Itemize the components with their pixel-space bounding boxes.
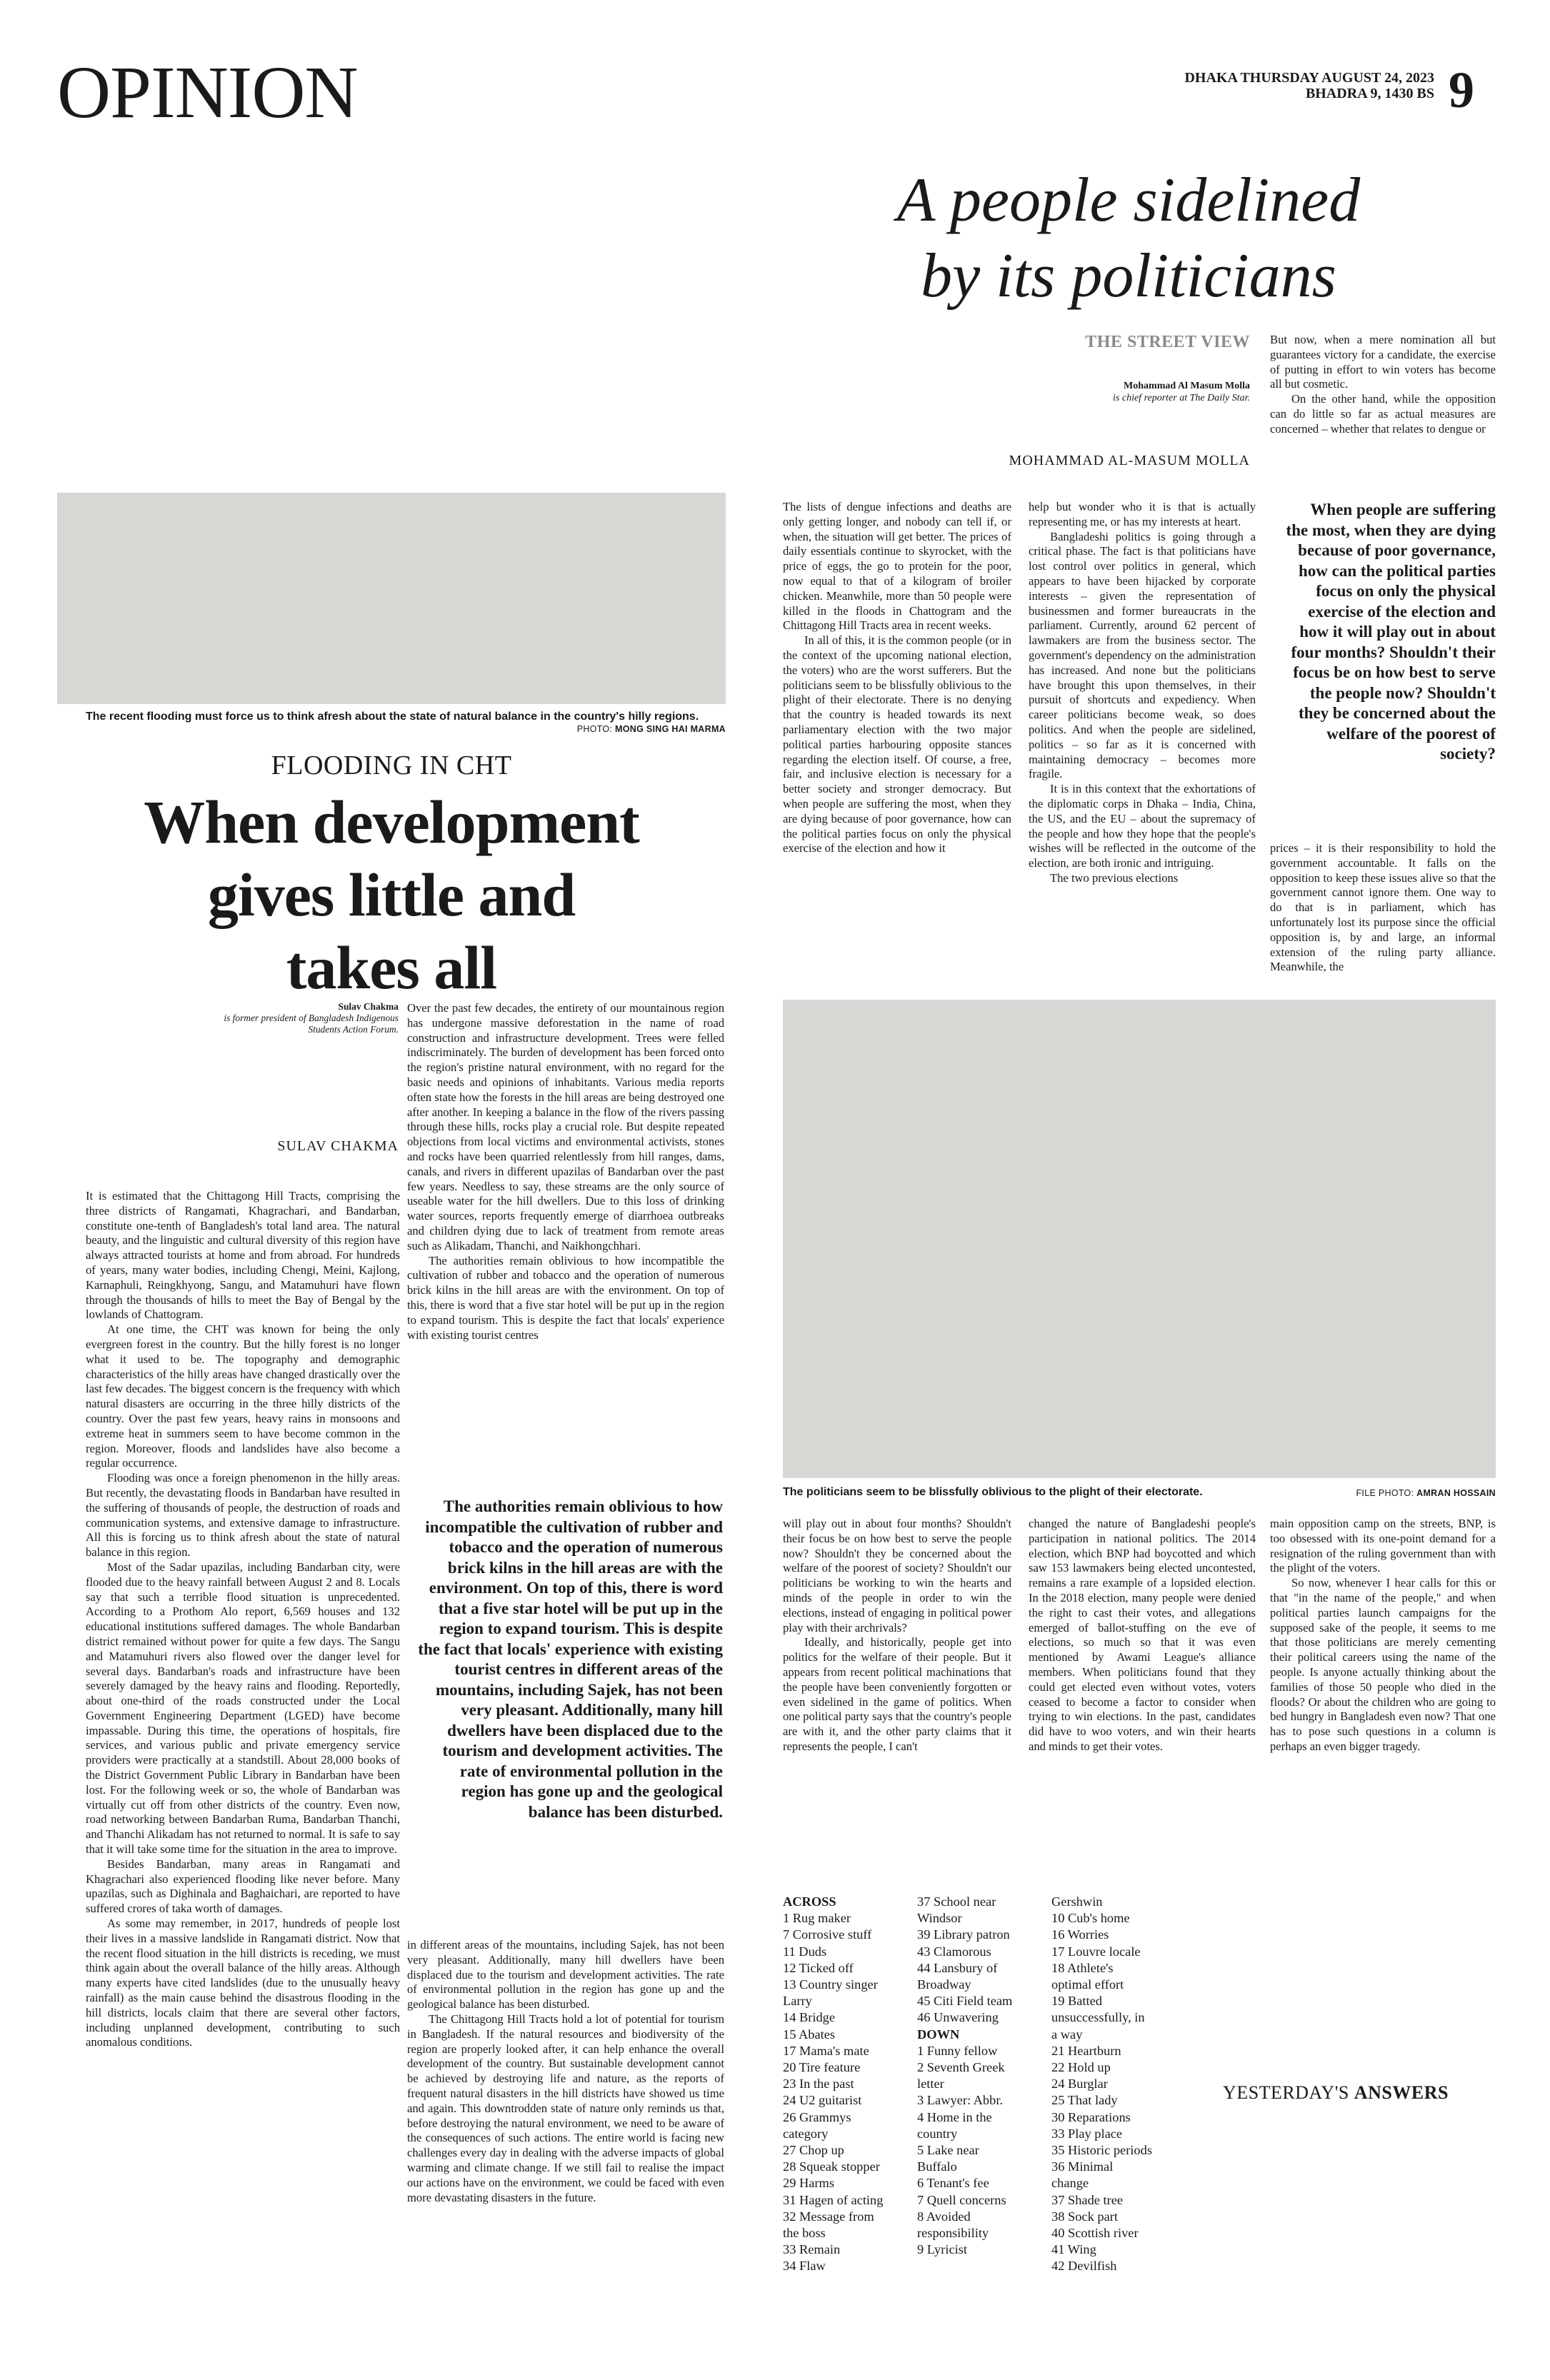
article-column: [1270, 841, 1496, 975]
crossword-clues-col3: [1051, 1894, 1187, 2275]
article-headline: [57, 785, 726, 1004]
crossword-clue: change: [1051, 2176, 1089, 2191]
answers-label-bold: ANSWERS: [1354, 2082, 1449, 2103]
photo-caption: The recent flooding must force us to think afresh about the state of natural balance in the country's hilly regions.: [86, 711, 699, 723]
crossword-clue: 39 Library patron: [917, 1927, 1010, 1942]
crossword-clue: 18 Athlete's: [1051, 1960, 1114, 1975]
paragraph: in different areas of the mountains, including Sajek, has not been very pleasant. Additionally, many hill dwellers have been displaced due to the tourism and development activities. The rate of environmental pollution in the region has gone up and the geological balance has been disturbed.: [407, 1938, 724, 2012]
article-column: [783, 1517, 1011, 1754]
crossword-clues-col2: [917, 1894, 1049, 2258]
crossword-clue: 19 Batted: [1051, 1994, 1102, 2009]
crossword-clue: 10 Cub's home: [1051, 1911, 1130, 1926]
crossword-clue: Larry: [783, 1994, 812, 2009]
politicians-photo: [783, 1000, 1496, 1478]
crossword-clue: 14 Bridge: [783, 2010, 836, 2025]
column-name: THE STREET VIEW: [1085, 333, 1250, 351]
paragraph: It is in this context that the exhortations of the diplomatic corps in Dhaka – India, China, the US, and the EU – about the supremacy of the people and how they hope that the people's wishes will be reflected in the outcome of the election, are both ironic and intriguing.: [1029, 782, 1256, 870]
crossword-clue: 45 Citi Field team: [917, 1994, 1013, 2009]
crossword-clue: 4 Home in the: [917, 2109, 992, 2124]
crossword-clue: 40 Scottish river: [1051, 2226, 1139, 2241]
dateline-date: DHAKA THURSDAY AUGUST 24, 2023: [1184, 70, 1434, 86]
crossword-clue: 32 Message from: [783, 2209, 874, 2224]
headline-line: When development: [144, 788, 639, 856]
crossword-clue: the boss: [783, 2226, 826, 2241]
paragraph: Over the past few decades, the entirety of our mountainous region has undergone massive deforestation in the name of road construction and infrastructure development. Trees were felled indiscriminately. The burden of development has been forced onto the region's pristine natural environment, with no regard for the basic needs and opinions of inhabitants. Various media reports often state how the forests in the hill areas are being destroyed one after another. In keeping a balance in the flow of the rivers passing through these hills, rocks play a crucial role. But despite repeated objections from local victims and environmental activists, stones and rocks have been quarried relentlessly from hill ranges, dams, canals, and rivers in different upazilas of Bandarban over the past few years. Needless to say, these streams are the only source of useable water for the hill dwellers. Due to this loss of drinking water sources, reports frequently emerge of diarrhoea outbreaks and children dying due to lack of treatment from remote areas such as Alikadam, Thanchi, and Naikhongchhari.: [407, 1001, 724, 1252]
crossword-clue: 26 Grammys: [783, 2109, 851, 2124]
crossword-clue: 22 Hold up: [1051, 2060, 1111, 2075]
crossword-spacer: 46 Unwavering: [917, 2010, 999, 2025]
crossword-clue: 24 U2 guitarist: [783, 2093, 862, 2108]
photo-credit-name: AMRAN HOSSAIN: [1416, 1488, 1496, 1498]
article-column-top: [1270, 333, 1496, 437]
pull-quote: The authorities remain oblivious to how incompatible the cultivation of rubber and tobacco and the operation of numerous brick kilns in the hill areas are with the environment. On top of this, there is word that a five star hotel will be put up in the region to expand tourism. This is despite the fact that locals' experience with existing tourist centres in different areas of the mountains, including Sajek, has not been very pleasant. Additionally, many hill dwellers have been displaced due to the tourism and development activities. The rate of environmental pollution in the region has gone up and the geological balance has been disturbed.: [418, 1497, 723, 1821]
crossword-heading: DOWN: [917, 2027, 960, 2042]
crossword-clue: 12 Ticked off: [783, 1960, 854, 1975]
crossword-clue: Broadway: [917, 1977, 971, 1992]
crossword-clue: 21 Heartburn: [1051, 2043, 1121, 2058]
crossword-clue: Buffalo: [917, 2159, 957, 2174]
crossword-clue: 27 Chop up: [783, 2143, 844, 2158]
headline-line: takes all: [286, 933, 497, 1002]
paragraph: Flooding was once a foreign phenomenon in the hilly areas. But recently, the devastating floods in Bandarban have resulted in the suffering of thousands of people, the destruction of roads and communication systems, and extensive damage to infrastructure. All this is forcing us to think afresh about the state of natural balance in this region.: [86, 1471, 400, 1560]
crossword-clue: 37 School near: [917, 1894, 996, 1909]
article-column: [1270, 1517, 1496, 1754]
crossword-clue: letter: [917, 2077, 944, 2092]
crossword-clue: responsibility: [917, 2226, 989, 2241]
author-name: Mohammad Al Masum Molla: [1124, 381, 1250, 391]
crossword-clue: Gershwin: [1051, 1894, 1103, 1909]
crossword-clue: 41 Wing: [1051, 2242, 1096, 2257]
crossword-clue: 2 Seventh Greek: [917, 2060, 1005, 2075]
headline-line: A people sidelined: [896, 166, 1361, 235]
crossword-clue: 29 Harms: [783, 2176, 835, 2191]
page-number: 9: [1449, 61, 1474, 119]
crossword-clue: 31 Hagen of acting: [783, 2192, 884, 2207]
paragraph: changed the nature of Bangladeshi people's participation in national politics. The 2014 election, which BNP had boycotted and which saw 153 lawmakers being elected uncontested, remains a rare example of a lopsided election. In the 2018 election, many people were denied the right to cast their votes, and allegations emerged of ballot-stuffing on the eve of elections, so much so that it was even mentioned by Awami League's alliance members. When politicians found that they could get elected even without votes, voters ceased to become a factor to consider when trying to win elections. In the past, candidates did have to woo voters, and win their hearts and minds to get their votes.: [1029, 1517, 1256, 1753]
kicker: FLOODING IN CHT: [271, 750, 512, 780]
crossword-clue: 24 Burglar: [1051, 2077, 1108, 2092]
paragraph: prices – it is their responsibility to hold the government accountable. It falls on the opposition to keep these issues alive so that the government cannot ignore them. One way to do that is in parliament, which has unfortunately lost its purpose since the official opposition is, by and large, an informal extension of the ruling party alliance. Meanwhile, the: [1270, 841, 1496, 974]
crossword-clue: unsuccessfully, in: [1051, 2010, 1145, 2025]
crossword-clue: 42 Devilfish: [1051, 2259, 1117, 2274]
photo-credit-label: PHOTO:: [576, 724, 613, 734]
crossword-clue: 15 Abates: [783, 2027, 836, 2042]
crossword-clue: 37 Shade tree: [1051, 2192, 1124, 2207]
crossword-clue: 9 Lyricist: [917, 2242, 967, 2257]
paragraph: Most of the Sadar upazilas, including Bandarban city, were flooded due to the heavy rainfall between August 2 and 8. Locals say that such a terrible flood situation is unprecedented. According to a Prothom Alo report, 6,569 houses and 132 educational institutions suffered damages. The whole Bandarban district remained without power for quite a few days. The Sangu and Matamuhuri rivers also flowed over the danger level for several days. Bandarban's roads and infrastructure have been severely damaged by the heavy rains and flooding. Reportedly, about one-third of the roads constructed under the Local Government Engineering Department (LGED) have become impassable. During this time, the operations of hospitals, fire services, and various public and private emergency service providers were practically at a standstill. About 28,000 books of the District Government Public Library in Bandarban have been lost. For the following week or so, the whole of Bandarban was virtually cut off from other districts of the country. Even now, road networking between Bandarban Ruma, Bandarban Thanchi, and Thanchi Alikadam has not returned to normal. It is safe to say that it will take some time for the situation in the area to improve.: [86, 1560, 400, 1857]
crossword-clue: 34 Flaw: [783, 2259, 826, 2274]
crossword-clue: 33 Remain: [783, 2242, 841, 2257]
photo-credit: [550, 724, 726, 734]
headline-line: by its politicians: [921, 241, 1336, 311]
paragraph: But now, when a mere nomination all but guarantees victory for a candidate, the exercise of putting in effort to win voters has become all but cosmetic.: [1270, 333, 1496, 391]
paragraph: will play out in about four months? Shouldn't their focus be on how best to serve the people now? Shouldn't they be concerned about the welfare of the poorest of society? Shouldn't our politicians be working to win the hearts and minds of the people in order to win the elections, instead of engaging in political power play with their archrivals?: [783, 1517, 1011, 1635]
article-column: [407, 1001, 724, 1342]
crossword-clues-col1: [783, 1894, 914, 2275]
pull-quote: When people are suffering the most, when they are dying because of poor governance, how can the political parties focus on only the physical exercise of the election and how it will play out in about four months? Shouldn't their focus be on how best to serve the people now? Shouldn't they be concerned about the welfare of the poorest of society?: [1286, 501, 1496, 763]
paragraph: The authorities remain oblivious to how incompatible the cultivation of rubber and tobacco and the operation of numerous brick kilns in the hill areas are with the environment. On top of this, there is word that a five star hotel will be put up in the region to expand tourism. This is despite the fact that locals' experience with existing tourist centres: [407, 1253, 724, 1342]
crossword-clue: 38 Sock part: [1051, 2209, 1118, 2224]
article-column: [86, 1189, 400, 2050]
paragraph: As some may remember, in 2017, hundreds of people lost their lives in a massive landslide in Rangamati district. Now that the recent flood situation in the hill districts is receding, we must think again about the overall balance of the hilly areas. Although many experts have cited landslides (due to the unusually heavy rainfall) as the main cause behind the disastrous flooding in the hill districts, locals claim that there are several other factors, including unplanned development, contributing to such anomalous conditions.: [86, 1917, 400, 2049]
article-column: [1029, 500, 1256, 886]
crossword-clue: 25 That lady: [1051, 2093, 1118, 2108]
paragraph: Bangladeshi politics is going through a critical phase. The fact is that politicians have lost control over politics in general, which appears to have been hijacked by corporate interests – given the representation of businessmen and former bureaucrats in the parliament. Currently, around 62 percent of lawmakers are from the business sector. The government's dependency on the administration has increased. And none but the politicians have brought this upon themselves, in their pursuit of shortcuts and expediency. When career politicians become weak, so does politics. And when the people are sidelined, politics – so far as it is concerned with maintaining democracy – becomes more fragile.: [1029, 529, 1256, 781]
crossword-clue: 7 Corrosive stuff: [783, 1927, 872, 1942]
dateline-bengali: BHADRA 9, 1430 BS: [1305, 86, 1434, 101]
crossword-clue: 44 Lansbury of: [917, 1960, 998, 1975]
paragraph: It is estimated that the Chittagong Hill Tracts, comprising the three districts of Rangamati, Khagrachari, and Bandarban, constitute one-tenth of Bangladesh's total land area. The natural beauty, and the linguistic and cultural diversity of this region have always attracted tourists at home and from abroad. For hundreds of years, many water bodies, including Chengi, Meini, Kajlong, Karnaphuli, Reingkhyong, Sangu, and Matamuhuri have flown through the thousands of hills to meet the Bay of Bengal by the lowlands of Chattogram.: [86, 1189, 400, 1322]
crossword-clue: 20 Tire feature: [783, 2060, 861, 2075]
author-name: Sulav Chakma: [338, 1001, 399, 1012]
paragraph: In all of this, it is the common people (or in the context of the upcoming national election, the voters) who are the worst sufferers. But the politicians seem to be blissfully oblivious to the plight of their electorate. There is no denying that the country is headed towards its next parliamentary election with the two major political parties harbouring opposite stances regarding the election itself. Of course, a free, fair, and inclusive election is necessary for a better society and stronger democracy. But when people are suffering the most, when they are dying because of poor governance, how can the political parties focus on only the physical exercise of the election and how it: [783, 633, 1011, 855]
answers-label-light: YESTERDAY'S: [1223, 2082, 1349, 2103]
paragraph: The two previous elections: [1050, 870, 1179, 885]
photo-credit: [1286, 1488, 1496, 1498]
crossword-clue: 1 Rug maker: [783, 1911, 851, 1926]
flooding-photo: [57, 493, 726, 704]
crossword-clue: 3 Lawyer: Abbr.: [917, 2093, 1004, 2108]
crossword-clue: 1 Funny fellow: [917, 2043, 998, 2058]
headline-line: gives little and: [207, 860, 576, 929]
paragraph: On the other hand, while the opposition can do little so far as actual measures are concerned – whether that relates to dengue or: [1270, 392, 1496, 436]
paragraph: Besides Bandarban, many areas in Rangamati and Khagrachari also experienced flooding like never before. Many upazilas, such as Dighinala and Baghaichari, are reported to have suffered crores of taka worth of damages.: [86, 1857, 400, 1916]
section-title: OPINION: [57, 51, 358, 134]
paragraph: The Chittagong Hill Tracts hold a lot of potential for tourism in Bangladesh. If the natural resources and biodiversity of the region are properly looked after, it can help enhance the overall development of the country. But sustainable development cannot be achieved by destroying life and nature, as the reports of frequent natural disasters in the hill districts have showed us time and again. This downtrodden state of nature only reminds us that, before destroying the natural environment, we need to be aware of the consequences of such actions. The entire world is facing new challenges every day in dealing with the adverse impacts of global warming and climate change. If we still fail to realise the impact our actions have on the environment, we could be faced with even more devastating disasters in the future.: [407, 2012, 724, 2204]
photo-caption: The politicians seem to be blissfully oblivious to the plight of their electorate.: [783, 1486, 1203, 1498]
photo-credit-name: MONG SING HAI MARMA: [615, 724, 726, 734]
crossword-clue: 17 Mama's mate: [783, 2043, 869, 2058]
crossword-clue: Windsor: [917, 1911, 962, 1926]
crossword-clue: 35 Historic periods: [1051, 2143, 1152, 2158]
crossword-clue: 6 Tenant's fee: [917, 2176, 989, 2191]
crossword-clue: 23 In the past: [783, 2077, 854, 2092]
crossword-clue: 17 Louvre locale: [1051, 1944, 1141, 1959]
author-description: is former president of Bangladesh Indigenous Students Action Forum.: [224, 1013, 399, 1035]
article-headline: [800, 163, 1457, 314]
paragraph: At one time, the CHT was known for being the only evergreen forest in the country. But the hilly forest is no longer what it used to be. The topography and demographic characteristics of the hilly areas have changed drastically over the last few decades. The biggest concern is the frequency with which natural disasters are occurring in the three hilly districts of the country. Over the past few years, heavy rains in monsoons and extreme heat in summers seem to have become common in the region. Moreover, floods and landslides have also become a regular occurrence.: [86, 1322, 400, 1470]
author-description: is chief reporter at The Daily Star.: [1113, 393, 1250, 403]
crossword-clue: category: [783, 2126, 829, 2141]
byline: SULAV CHAKMA: [277, 1138, 399, 1154]
author-bio: [214, 1001, 399, 1035]
article-column: [407, 1938, 724, 2205]
byline: MOHAMMAD AL-MASUM MOLLA: [1009, 453, 1250, 468]
crossword-clue: 5 Lake near: [917, 2143, 979, 2158]
article-column: [1029, 1517, 1256, 1754]
crossword-clue: 8 Avoided: [917, 2209, 971, 2224]
paragraph: main opposition camp on the streets, BNP, is too obsessed with its one-point demand for a resignation of the ruling government than with the plight of the voters.: [1270, 1517, 1496, 1575]
crossword-clue: 43 Clamorous: [917, 1944, 991, 1959]
photo-credit-label: FILE PHOTO:: [1356, 1488, 1414, 1498]
crossword-heading: ACROSS: [783, 1894, 836, 1909]
paragraph: The lists of dengue infections and deaths are only getting longer, and nobody can tell if, or when, the situation will get better. The prices of daily essentials continue to skyrocket, with the price of eggs, the go to protein for the poor, now equal to that of a kilogram of broiler chicken. Meanwhile, more than 50 people were killed in the floods in Chattogram and the Chittagong Hill Tracts area in recent weeks.: [783, 500, 1011, 633]
crossword-clue: country: [917, 2126, 958, 2141]
article-column: [783, 500, 1011, 856]
crossword-clue: 33 Play place: [1051, 2126, 1123, 2141]
crossword-clue: 16 Worries: [1051, 1927, 1109, 1942]
crossword-clue: 30 Reparations: [1051, 2109, 1131, 2124]
crossword-clue: 7 Quell concerns: [917, 2192, 1006, 2207]
crossword-clue: 11 Duds: [783, 1944, 827, 1959]
crossword-clue: a way: [1051, 2027, 1083, 2042]
paragraph: help but wonder who it is that is actually representing me, or has my interests at heart.: [1029, 500, 1256, 528]
paragraph: So now, whenever I hear calls for this or that "in the name of the people," and when political parties launch campaigns for the supposed sake of the people, it seems to me that those politicians are merely cementing their political careers using the name of the people. Is anyone actually thinking about the families of those 50 people who died in the floods? Or about the children who are going to bed hungry in Bangladesh even now? That one has to pose such questions in a column is perhaps an even bigger tragedy.: [1270, 1576, 1496, 1753]
answers-heading: [1186, 2082, 1486, 2104]
crossword-clue: 36 Minimal: [1051, 2159, 1114, 2174]
crossword-clue: 28 Squeak stopper: [783, 2159, 880, 2174]
crossword-clue: optimal effort: [1051, 1977, 1124, 1992]
author-bio: [1050, 380, 1250, 404]
paragraph: Ideally, and historically, people get into politics for the welfare of their people. But it appears from recent political machinations that the people have been conveniently forgotten or even sidelined in the game of politics. When one political party says that the country's people are with it, and the other party claims that it represents the people, I can't: [783, 1635, 1011, 1753]
dateline: [1184, 70, 1434, 101]
crossword-clue: 13 Country singer: [783, 1977, 878, 1992]
